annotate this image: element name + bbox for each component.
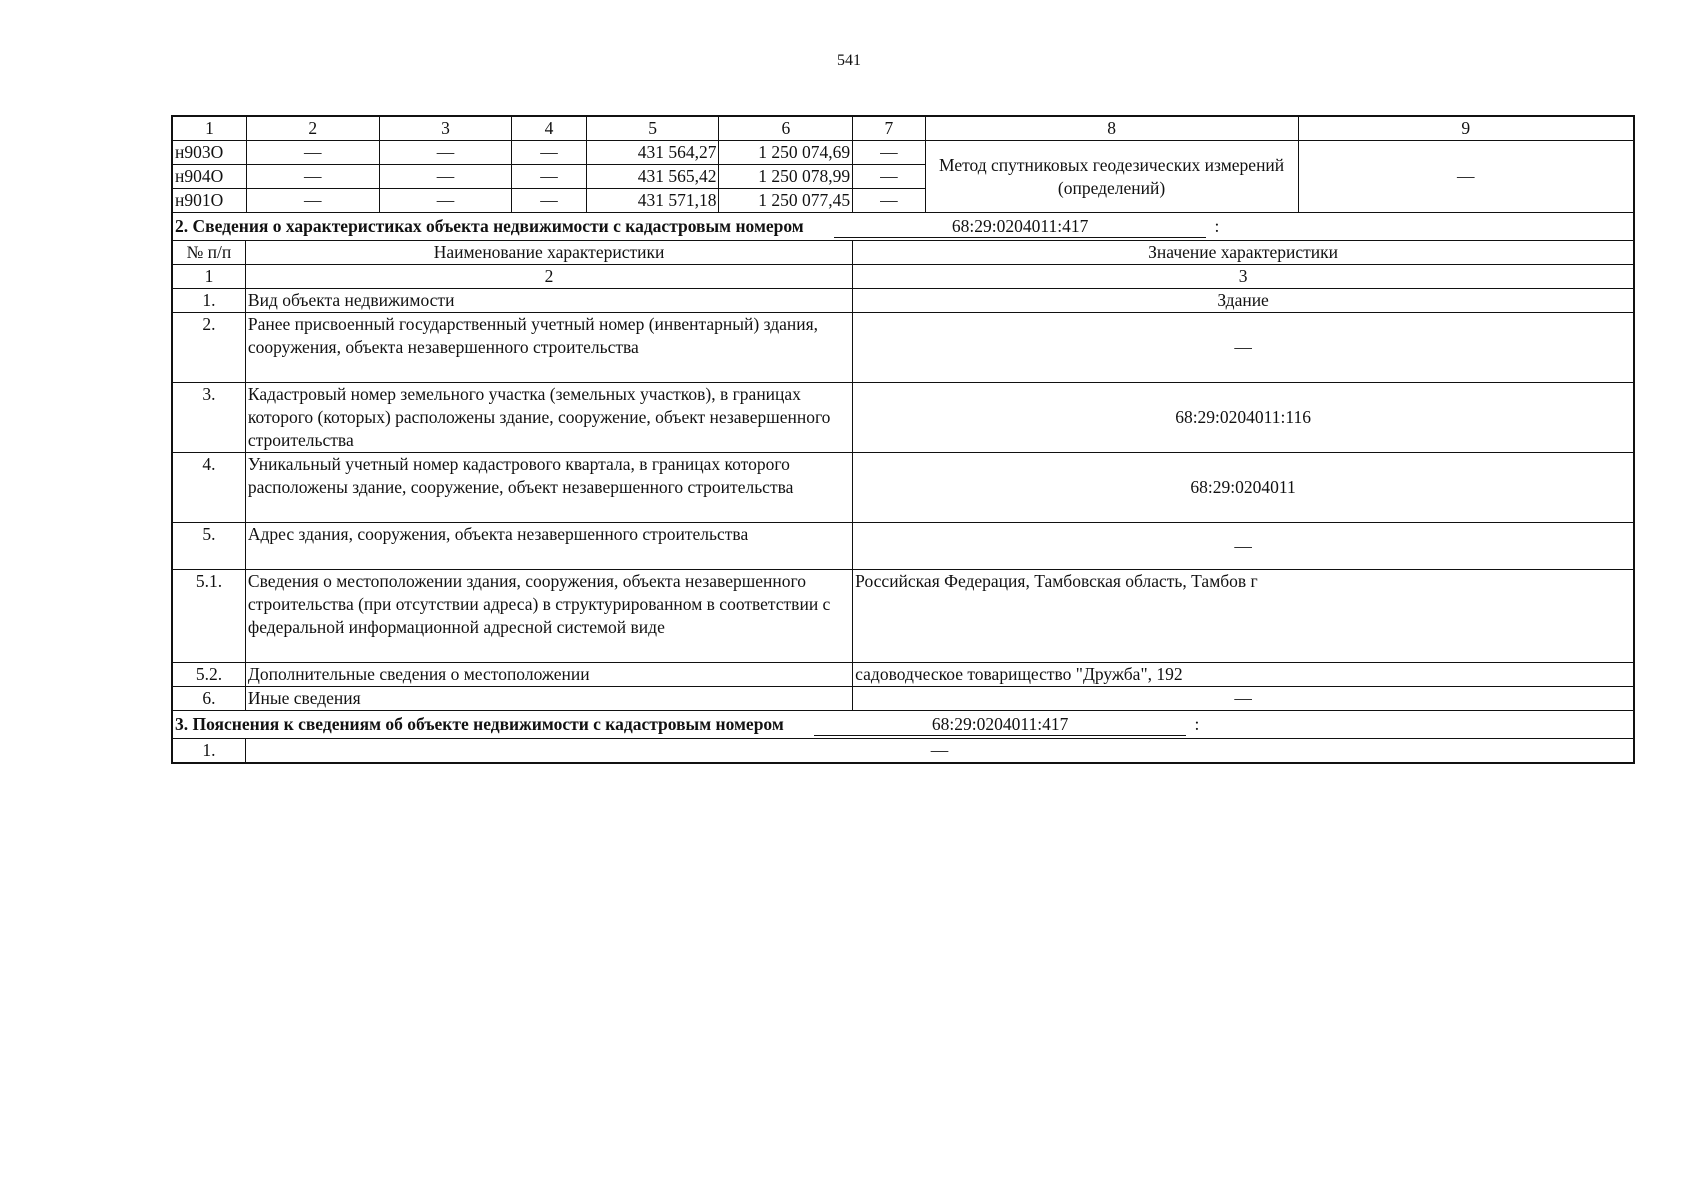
characteristic-num: 6. — [172, 687, 245, 711]
coord-y: 1 250 078,99 — [719, 165, 853, 189]
characteristic-row — [172, 313, 1634, 383]
characteristic-row — [172, 663, 1634, 687]
section3-cadastral-number: 68:29:0204011:417 — [814, 714, 1186, 736]
col-header-value: Значение характеристики — [853, 241, 1634, 265]
characteristic-num: 5.2. — [172, 663, 245, 687]
characteristic-value: Российская Федерация, Тамбовская область, Тамбов г — [853, 570, 1634, 663]
section3-title: 3. Пояснения к сведениям об объекте недвижимости с кадастровым номером — [175, 714, 784, 734]
characteristic-value: Здание — [853, 289, 1634, 313]
coord-x: 431 571,18 — [586, 189, 719, 213]
characteristic-row — [172, 687, 1634, 711]
coord-cell: — — [512, 189, 586, 213]
coord-header-cell: 3 — [379, 116, 512, 141]
characteristic-name: Вид объекта недвижимости — [245, 289, 852, 313]
coord-cell: — — [853, 165, 925, 189]
section2-colon: : — [1214, 216, 1220, 236]
coord-header-cell: 8 — [925, 116, 1298, 141]
characteristic-name: Ранее присвоенный государственный учетный номер (инвентарный) здания, сооружения, объекта незавершенного строительства — [245, 313, 852, 383]
characteristic-name: Уникальный учетный номер кадастрового квартала, в границах которого расположены здание, сооружение, объект незавершенного строительства — [245, 453, 852, 523]
point-name: н904О — [172, 165, 246, 189]
section3-title-cell — [172, 711, 1634, 739]
characteristic-num: 3. — [172, 383, 245, 453]
characteristic-value: 68:29:0204011:116 — [853, 383, 1634, 453]
section2-title-row — [172, 213, 1634, 241]
cadastral-document-table — [171, 115, 1635, 764]
coord-header-cell: 9 — [1298, 116, 1634, 141]
point-name: н903О — [172, 141, 246, 165]
coord-row — [172, 141, 1634, 165]
section2-cadastral-number: 68:29:0204011:417 — [834, 216, 1206, 238]
section2-header-row — [172, 241, 1634, 265]
coord-header-cell: 7 — [853, 116, 925, 141]
characteristic-num: 1. — [172, 289, 245, 313]
explanation-row — [172, 739, 1634, 764]
coord-cell: — — [853, 189, 925, 213]
page-number: 541 — [837, 52, 861, 69]
coord-header-row — [172, 116, 1634, 141]
section3-title-row — [172, 711, 1634, 739]
coord-cell: — — [246, 189, 379, 213]
col-header-num: № п/п — [172, 241, 245, 265]
characteristic-name: Иные сведения — [245, 687, 852, 711]
characteristic-value: — — [853, 313, 1634, 383]
coord-cell: — — [379, 189, 512, 213]
col-number: 2 — [245, 265, 852, 289]
col-header-name: Наименование характеристики — [245, 241, 852, 265]
characteristic-row — [172, 453, 1634, 523]
characteristic-num: 5.1. — [172, 570, 245, 663]
coord-y: 1 250 077,45 — [719, 189, 853, 213]
coord-header-cell: 1 — [172, 116, 246, 141]
coord-cell: — — [512, 141, 586, 165]
coord-cell: — — [246, 165, 379, 189]
coord-cell: — — [379, 165, 512, 189]
characteristic-num: 2. — [172, 313, 245, 383]
point-name: н901О — [172, 189, 246, 213]
coord-cell: — — [853, 141, 925, 165]
characteristic-row — [172, 570, 1634, 663]
coord-y: 1 250 074,69 — [719, 141, 853, 165]
characteristic-name: Адрес здания, сооружения, объекта незавершенного строительства — [245, 523, 852, 570]
characteristic-num: 4. — [172, 453, 245, 523]
coord-x: 431 564,27 — [586, 141, 719, 165]
characteristic-value: садоводческое товарищество "Дружба", 192 — [853, 663, 1634, 687]
characteristic-row — [172, 289, 1634, 313]
coord-x: 431 565,42 — [586, 165, 719, 189]
section2-title-cell — [172, 213, 1634, 241]
explanation-text: — — [245, 739, 1634, 764]
characteristic-value: 68:29:0204011 — [853, 453, 1634, 523]
coord-header-cell: 5 — [586, 116, 719, 141]
coord-col9-cell: — — [1298, 141, 1634, 213]
characteristic-value: — — [853, 523, 1634, 570]
characteristic-row — [172, 523, 1634, 570]
coord-header-cell: 6 — [719, 116, 853, 141]
coord-cell: — — [246, 141, 379, 165]
coord-cell: — — [512, 165, 586, 189]
col-number: 3 — [853, 265, 1634, 289]
coord-header-cell: 2 — [246, 116, 379, 141]
characteristic-value: — — [853, 687, 1634, 711]
characteristic-num: 5. — [172, 523, 245, 570]
section3-colon: : — [1194, 714, 1200, 734]
section2-colnum-row — [172, 265, 1634, 289]
characteristic-name: Кадастровый номер земельного участка (земельных участков), в границах которого (которых) расположены здание, сооружение, объект незавершенного строительства — [245, 383, 852, 453]
coord-cell: — — [379, 141, 512, 165]
method-cell: Метод спутниковых геодезических измерений (определений) — [925, 141, 1298, 213]
characteristic-name: Дополнительные сведения о местоположении — [245, 663, 852, 687]
section2-title: 2. Сведения о характеристиках объекта недвижимости с кадастровым номером — [175, 216, 804, 236]
characteristic-name: Сведения о местоположении здания, сооружения, объекта незавершенного строительства (при отсутствии адреса) в структурированном в соответствии с федеральной информационной адресной системой виде — [245, 570, 852, 663]
coord-header-cell: 4 — [512, 116, 586, 141]
col-number: 1 — [172, 265, 245, 289]
explanation-num: 1. — [172, 739, 245, 764]
characteristic-row — [172, 383, 1634, 453]
